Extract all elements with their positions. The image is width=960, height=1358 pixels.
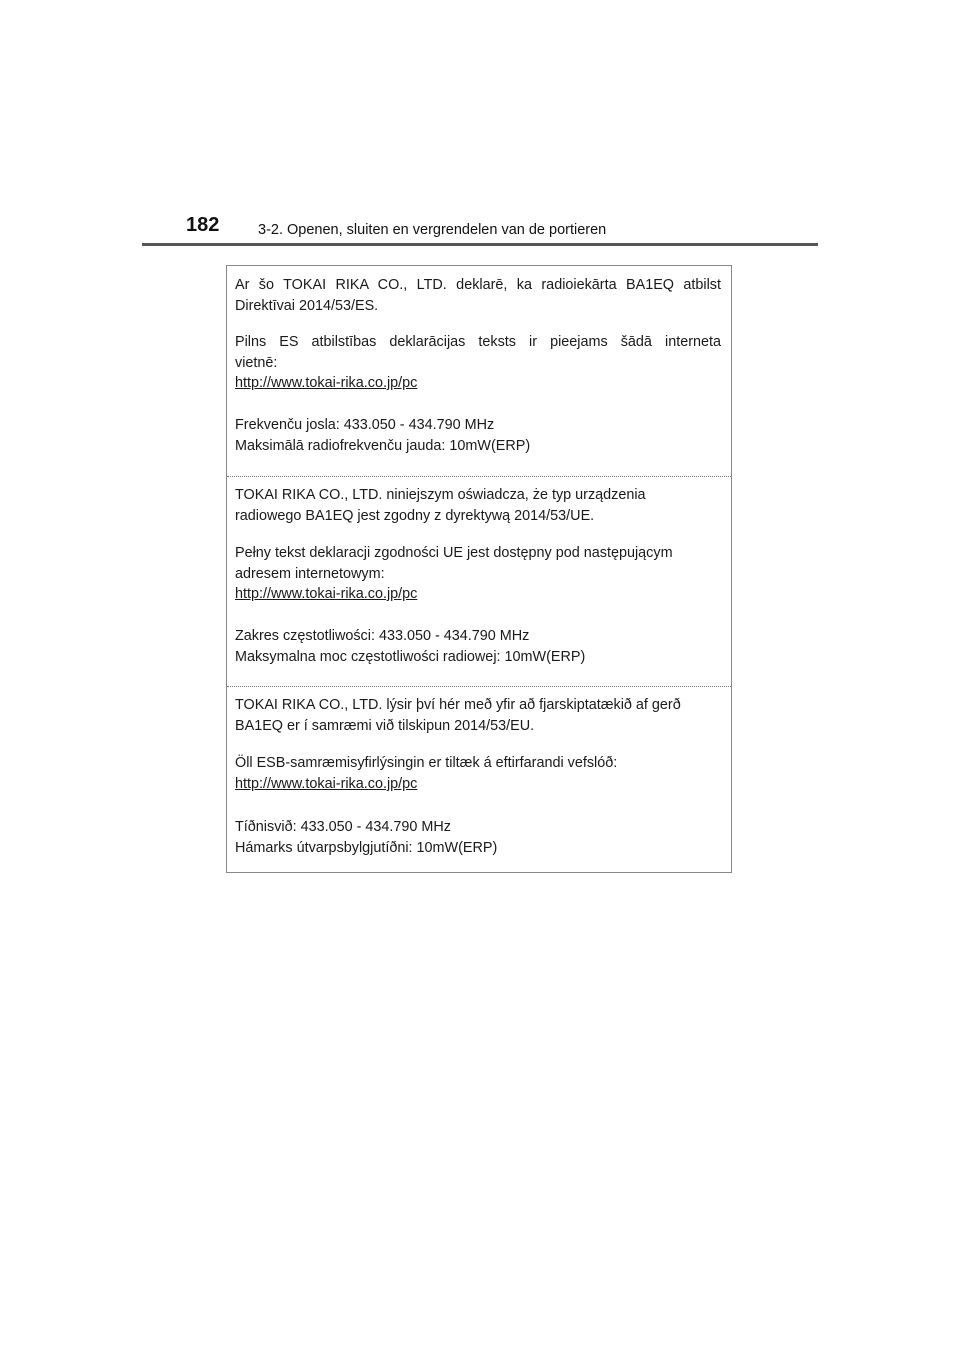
declaration-link[interactable]: http://www.tokai-rika.co.jp/pc [235,586,418,602]
frequency-band: Frekvenču josla: 433.050 - 434.790 MHz [235,417,495,433]
declaration-latvian [227,266,731,476]
declaration-polish [227,476,731,686]
declaration-statement-line-2: radiowego BA1EQ jest zgodny z dyrektywą 2014/53/UE. [235,508,595,524]
page-header [0,0,960,250]
full-text-note-line-1: Pełny tekst deklaracji zgodności UE jest dostępny pod następującym [235,545,673,561]
declaration-statement-line-1: Ar šo TOKAI RIKA CO., LTD. deklarē, ka radioiekārta BA1EQ atbilst [235,277,721,293]
max-power: Maksymalna moc częstotliwości radiowej: 10mW(ERP) [235,649,586,665]
frequency-band: Tíðnisvið: 433.050 - 434.790 MHz [235,819,451,835]
declaration-link[interactable]: http://www.tokai-rika.co.jp/pc [235,776,418,792]
max-power: Maksimālā radiofrekvenču jauda: 10mW(ERP) [235,438,531,454]
header-divider [142,243,818,246]
declaration-statement-line-1: TOKAI RIKA CO., LTD. niniejszym oświadcza, że typ urządzenia [235,487,646,503]
full-text-note-line-2: vietnē: [235,355,278,371]
declaration-statement-line-2: Direktīvai 2014/53/ES. [235,298,379,314]
full-text-note-line-2: adresem internetowym: [235,566,385,582]
section-title: 3-2. Openen, sluiten en vergrendelen van de portieren [258,222,607,238]
declaration-statement-line-2: BA1EQ er í samræmi við tilskipun 2014/53/EU. [235,718,535,734]
declaration-statement-line-1: TOKAI RIKA CO., LTD. lýsir því hér með yfir að fjarskiptatækið af gerð [235,697,681,713]
full-text-note-line-1: Pilns ES atbilstības deklarācijas teksts ir pieejams šādā interneta [235,334,721,350]
frequency-band: Zakres częstotliwości: 433.050 - 434.790 MHz [235,628,530,644]
page-number: 182 [186,214,220,236]
declaration-icelandic [227,686,731,872]
declaration-box [226,265,732,873]
max-power: Hámarks útvarpsbylgjutíðni: 10mW(ERP) [235,840,498,856]
declaration-link[interactable]: http://www.tokai-rika.co.jp/pc [235,375,418,391]
full-text-note: Öll ESB-samræmisyfirlýsingin er tiltæk á eftirfarandi vefslóð: [235,755,618,771]
